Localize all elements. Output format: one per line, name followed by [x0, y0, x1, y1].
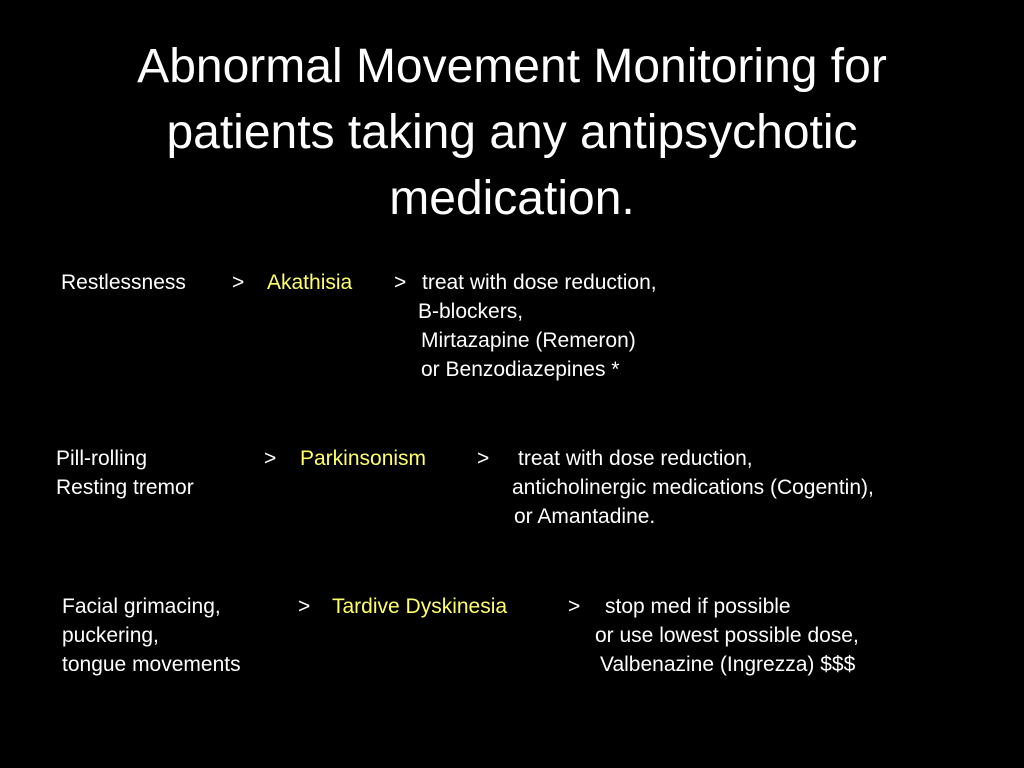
- arrow-symbol: >: [264, 447, 277, 470]
- condition-name: Akathisia: [267, 271, 353, 294]
- symptom-text: tongue movements: [62, 653, 241, 676]
- arrow-symbol: >: [394, 271, 407, 294]
- title-line: medication.: [389, 172, 635, 225]
- symptom-text: Restlessness: [61, 271, 186, 294]
- title-line: Abnormal Movement Monitoring for: [137, 40, 887, 93]
- treatment-text: treat with dose reduction,: [422, 271, 657, 294]
- arrow-symbol: >: [477, 447, 490, 470]
- treatment-text: Valbenazine (Ingrezza) $$$: [600, 653, 856, 676]
- symptom-text: Resting tremor: [56, 476, 194, 499]
- treatment-text: B-blockers,: [418, 300, 524, 323]
- treatment-text: or Amantadine.: [514, 505, 656, 528]
- title-line: patients taking any antipsychotic: [166, 106, 858, 159]
- condition-name: Parkinsonism: [300, 447, 427, 470]
- symptom-text: puckering,: [62, 624, 159, 647]
- treatment-text: or Benzodiazepines *: [421, 358, 620, 381]
- treatment-text: stop med if possible: [605, 595, 791, 618]
- arrow-symbol: >: [568, 595, 581, 618]
- arrow-symbol: >: [232, 271, 245, 294]
- symptom-text: Pill-rolling: [56, 447, 148, 470]
- arrow-symbol: >: [298, 595, 311, 618]
- treatment-text: or use lowest possible dose,: [595, 624, 859, 647]
- treatment-text: anticholinergic medications (Cogentin),: [512, 476, 874, 499]
- condition-name: Tardive Dyskinesia: [332, 595, 508, 618]
- slide-title: [0, 34, 1024, 232]
- treatment-text: Mirtazapine (Remeron): [421, 329, 636, 352]
- treatment-text: treat with dose reduction,: [518, 447, 753, 470]
- symptom-text: Facial grimacing,: [62, 595, 221, 618]
